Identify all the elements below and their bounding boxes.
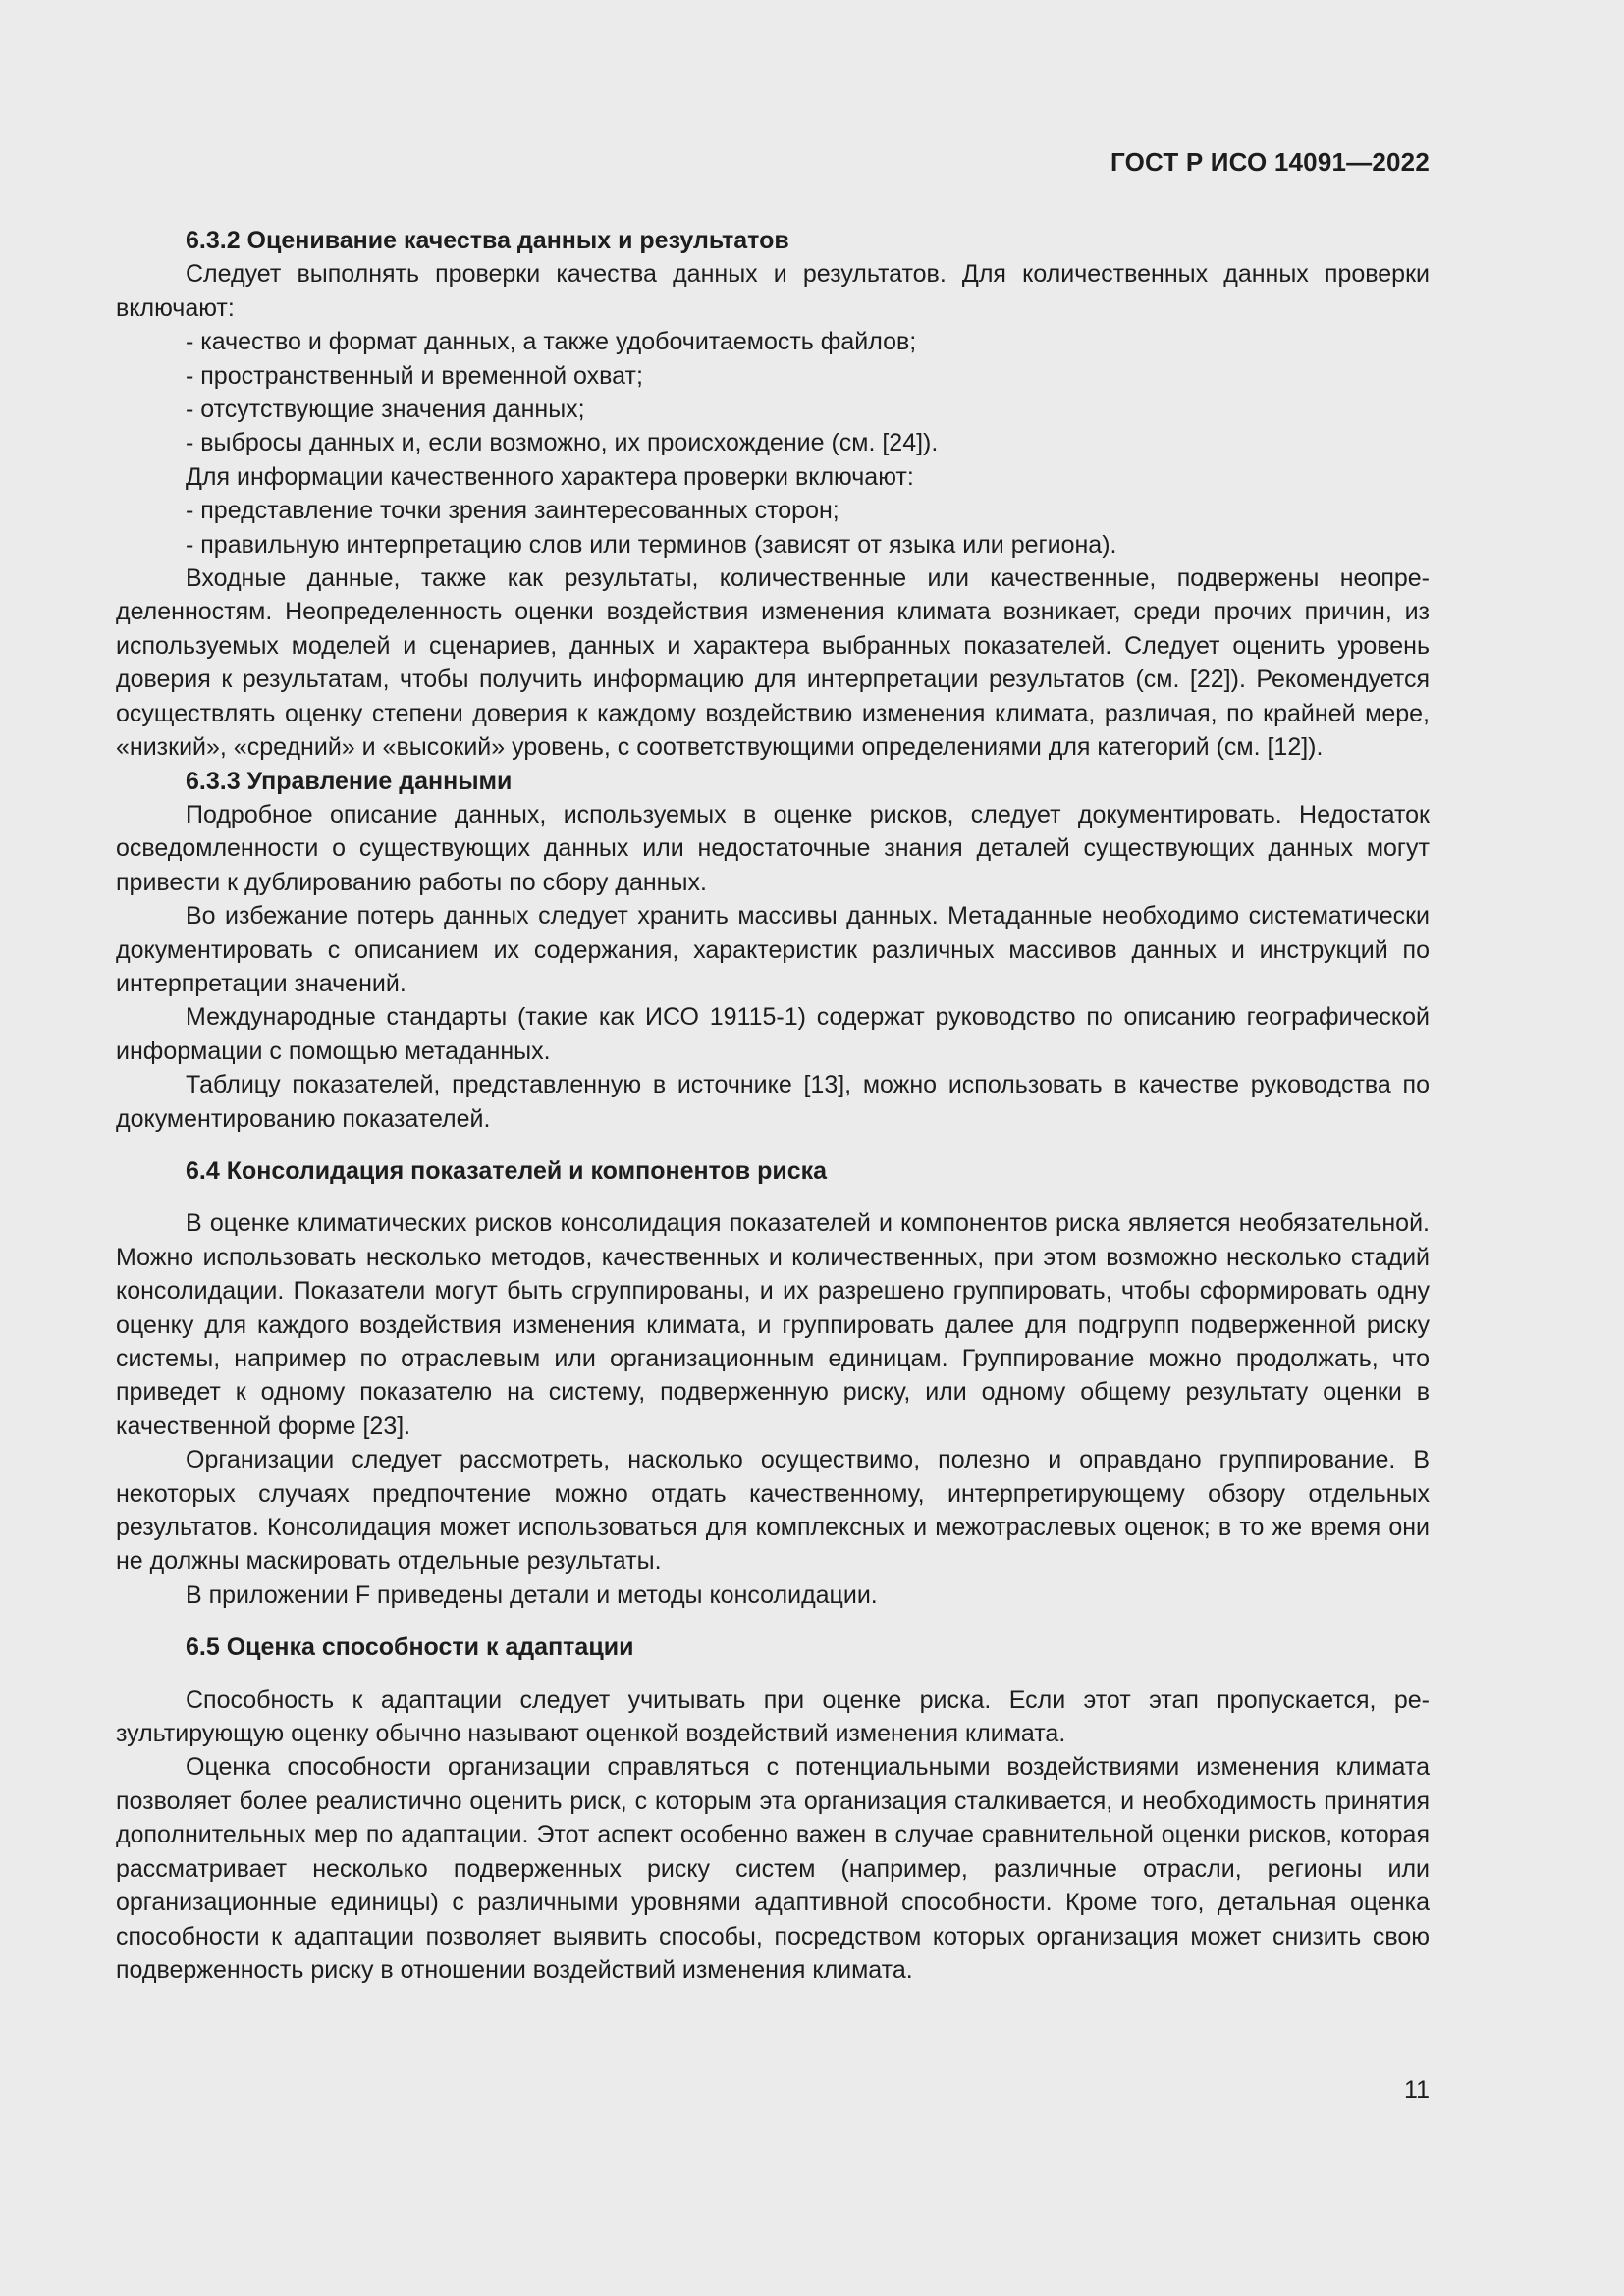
- page-number: 11: [1404, 2076, 1430, 2104]
- paragraph: Организации следует рассмотреть, насколько осуществимо, полезно и оправдано группирование. В некоторых случаях предпочтение можно отдать качественному, интерпретирующему обзору отдельных результатов. Консолидация может использоваться для комплексных и межотраслевых оценок; в то же время они не должны маскировать отдельные результаты.: [116, 1446, 1430, 1575]
- section-6-5-heading: 6.5 Оценка способности к адаптации: [186, 1633, 634, 1662]
- paragraph: Способность к адаптации следует учитывать при оценке риска. Если этот этап пропускается, результирующую оценку обычно называют оценкой воздействий изменения климата.: [116, 1685, 1430, 1748]
- list-item: - отсутствующие значения данных;: [186, 396, 585, 424]
- list-item: - правильную интерпретацию слов или терминов (зависят от языка или региона).: [186, 530, 1117, 559]
- document-code: ГОСТ Р ИСО 14091—2022: [1110, 147, 1430, 177]
- paragraph: Международные стандарты (такие как ИСО 19115-1) содержат руководство по описанию географической информации с помощью метаданных.: [116, 1003, 1430, 1065]
- paragraph: В приложении F приведены детали и методы консолидации.: [186, 1580, 878, 1609]
- paragraph: Подробное описание данных, используемых в оценке рисков, следует документировать. Недостаток осведомленности о существующих данных или недостаточные знания деталей существующих данных могут привести к дублированию работы по сбору данных.: [116, 800, 1430, 896]
- section-6-3-2-heading: 6.3.2 Оценивание качества данных и результатов: [186, 227, 789, 254]
- paragraph: Входные данные, также как результаты, количественные или качественные, подвержены неопределенностям. Неопределенность оценки воздействия изменения климата возникает, среди прочих причин, из используемых моделей и сценариев, данных и характера выбранных показателей. Следует оценить уровень доверия к результатам, чтобы получить информацию для интерпретации результатов (см. [22]). Рекомендуется осуществлять оценку степени доверия к каждому воздействию изменения климата, различая, по крайней мере, «низкий», «средний» и «высокий» уровень, с соответствующими определениями для категорий (см. [12]).: [116, 564, 1430, 762]
- paragraph: Следует выполнять проверки качества данных и результатов. Для количественных данных проверки включают:: [116, 260, 1430, 322]
- list-item: - качество и формат данных, а также удобочитаемость файлов;: [186, 328, 917, 356]
- list-item: - выбросы данных и, если возможно, их происхождение (см. [24]).: [186, 429, 939, 457]
- list-item: - пространственный и временной охват;: [186, 361, 643, 390]
- paragraph: Во избежание потерь данных следует хранить массивы данных. Метаданные необходимо систематически документировать с описанием их содержания, характеристик различных массивов данных и инструкций по интерпретации значений.: [116, 902, 1430, 997]
- page-body: [116, 224, 1430, 1987]
- paragraph: Оценка способности организации справляться с потенциальными воздействиями изменения климата позволяет более реалистично оценить риск, с которым эта организация сталкивается, и необходимость принятия дополнительных мер по адаптации. Этот аспект особенно важен в случае сравнительной оценки рисков, которая рассматривает несколько подверженных риску систем (например, различные отрасли, регионы или организационные единицы) с различными уровнями адаптивной способности. Кроме того, детальная оценка способности к адаптации позволяет выявить способы, посредством которых организация может снизить свою подверженность риску в отношении воздействий изменения климата.: [116, 1753, 1430, 1984]
- paragraph: Для информации качественного характера проверки включают:: [186, 462, 914, 491]
- section-6-3-3-heading: 6.3.3 Управление данными: [186, 767, 513, 795]
- section-6-4-heading: 6.4 Консолидация показателей и компонентов риска: [186, 1156, 828, 1185]
- list-item: - представление точки зрения заинтересованных сторон;: [186, 497, 839, 525]
- paragraph: Таблицу показателей, представленную в источнике [13], можно использовать в качестве руководства по документированию показателей.: [116, 1071, 1430, 1133]
- paragraph: В оценке климатических рисков консолидация показателей и компонентов риска является необязательной. Можно использовать несколько методов, качественных и количественных, при этом возможно несколько стадий консолидации. Показатели могут быть сгруппированы, и их разрешено группировать, чтобы сформировать одну оценку для каждого воздействия изменения климата, и группировать далее для подгрупп подверженной риску системы, например по отраслевым или организационным единицам. Группирование можно продолжать, что приведет к одному показателю на систему, подверженную риску, или одному общему результату оценки в качественной форме [23].: [116, 1209, 1430, 1440]
